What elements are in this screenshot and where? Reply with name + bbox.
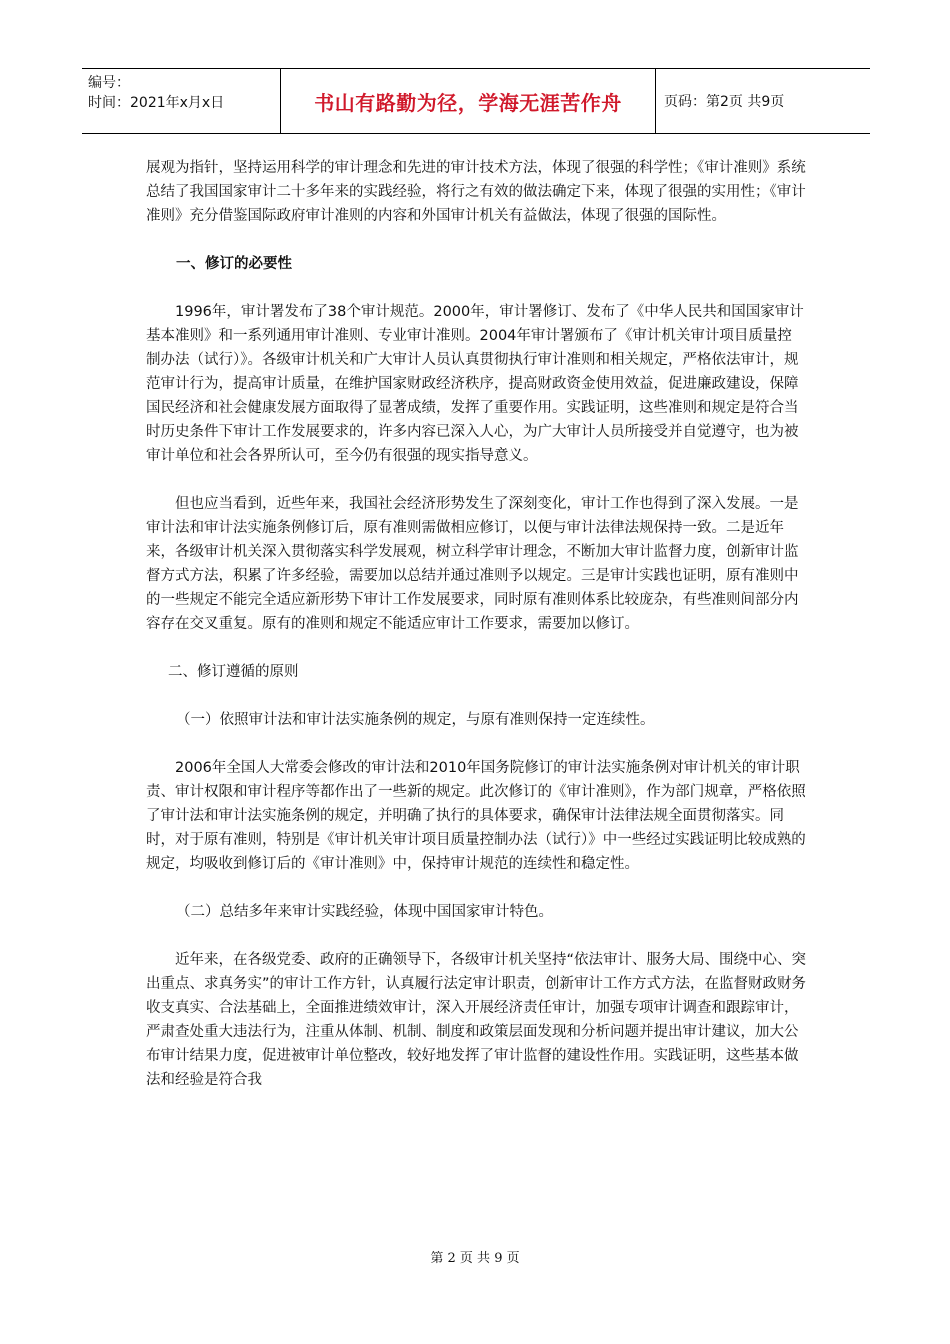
- paragraph-history: 1996年，审计署发布了38个审计规范。2000年，审计署修订、发布了《中华人民共和国国家审计基本准则》和一系列通用审计准则、专业审计准则。2004年审计署颁布了《审计机关审计项目质量控制办法（试行）》。各级审计机关和广大审计人员认真贯彻执行审计准则和相关规定，严格依法审计，规范审计行为，提高审计质量，在维护国家财政经济秩序，提高财政资金使用效益，促进廉政建设，保障国民经济和社会健康发展方面取得了显著成绩，发挥了重要作用。实践证明，这些准则和规定是符合当时历史条件下审计工作发展要求的，许多内容已深入人心，为广大审计人员所接受并自觉遵守，也为被审计单位和社会各界所认可，至今仍有很强的现实指导意义。: [146, 304, 804, 464]
- section-heading-principles: 二、修订遵循的原则: [168, 664, 299, 680]
- paragraph-principle-2: 近年来，在各级党委、政府的正确领导下，各级审计机关坚持“依法审计、服务大局、围绕中心、突出重点、求真务实”的审计工作方针，认真履行法定审计职责，创新审计工作方式方法，在监督财政财务收支真实、合法基础上，全面推进绩效审计，深入开展经济责任审计，加强专项审计调查和跟踪审计，严肃查处重大违法行为，注重从体制、机制、制度和政策层面发现和分析问题并提出审计建议，加大公布审计结果力度，促进被审计单位整改，较好地发挥了审计监督的建设性作用。实践证明，这些基本做法和经验是符合我: [146, 952, 807, 1088]
- section-heading-necessity: 一、修订的必要性: [176, 256, 292, 272]
- page-header: [82, 68, 870, 134]
- paragraph-continuation: 展观为指针，坚持运用科学的审计理念和先进的审计技术方法，体现了很强的科学性；《审计准则》系统总结了我国国家审计二十多年来的实践经验，将行之有效的做法确定下来，体现了很强的实用性；《审计准则》充分借鉴国际政府审计准则的内容和外国审计机关有益做法，体现了很强的国际性。: [146, 160, 806, 224]
- header-motto: 书山有路勤为径，学海无涯苦作舟: [281, 69, 656, 133]
- subheading-principle-1: （一）依照审计法和审计法实施条例的规定，与原有准则保持一定连续性。: [176, 712, 655, 728]
- document-number-label: 编号：: [88, 75, 130, 91]
- subheading-principle-2: （二）总结多年来审计实践经验，体现中国国家审计特色。: [176, 904, 553, 920]
- document-body: [146, 156, 806, 1092]
- document-time-label: 时间：2021年x月x日: [88, 95, 225, 111]
- header-meta: [82, 69, 281, 133]
- paragraph-changes: 但也应当看到，近些年来，我国社会经济形势发生了深刻变化，审计工作也得到了深入发展。一是审计法和审计法实施条例修订后，原有准则需做相应修订，以便与审计法律法规保持一致。二是近年来，各级审计机关深入贯彻落实科学发展观，树立科学审计理念，不断加大审计监督力度，创新审计监督方式方法，积累了许多经验，需要加以总结并通过准则予以规定。三是审计实践也证明，原有准则中的一些规定不能完全适应新形势下审计工作发展要求，同时原有准则体系比较庞杂，有些准则间部分内容存在交叉重复。原有的准则和规定不能适应审计工作要求，需要加以修订。: [146, 496, 799, 632]
- paragraph-principle-1: 2006年全国人大常委会修改的审计法和2010年国务院修订的审计法实施条例对审计机关的审计职责、审计权限和审计程序等都作出了一些新的规定。此次修订的《审计准则》，作为部门规章，严格依照了审计法和审计法实施条例的规定，并明确了执行的具体要求，确保审计法律法规全面贯彻落实。同时，对于原有准则，特别是《审计机关审计项目质量控制办法（试行）》中一些经过实践证明比较成熟的规定，均吸收到修订后的《审计准则》中，保持审计规范的连续性和稳定性。: [146, 760, 806, 872]
- header-page-info: 页码：第2页 共9页: [664, 94, 785, 110]
- page-footer: 第 2 页 共 9 页: [430, 1251, 520, 1266]
